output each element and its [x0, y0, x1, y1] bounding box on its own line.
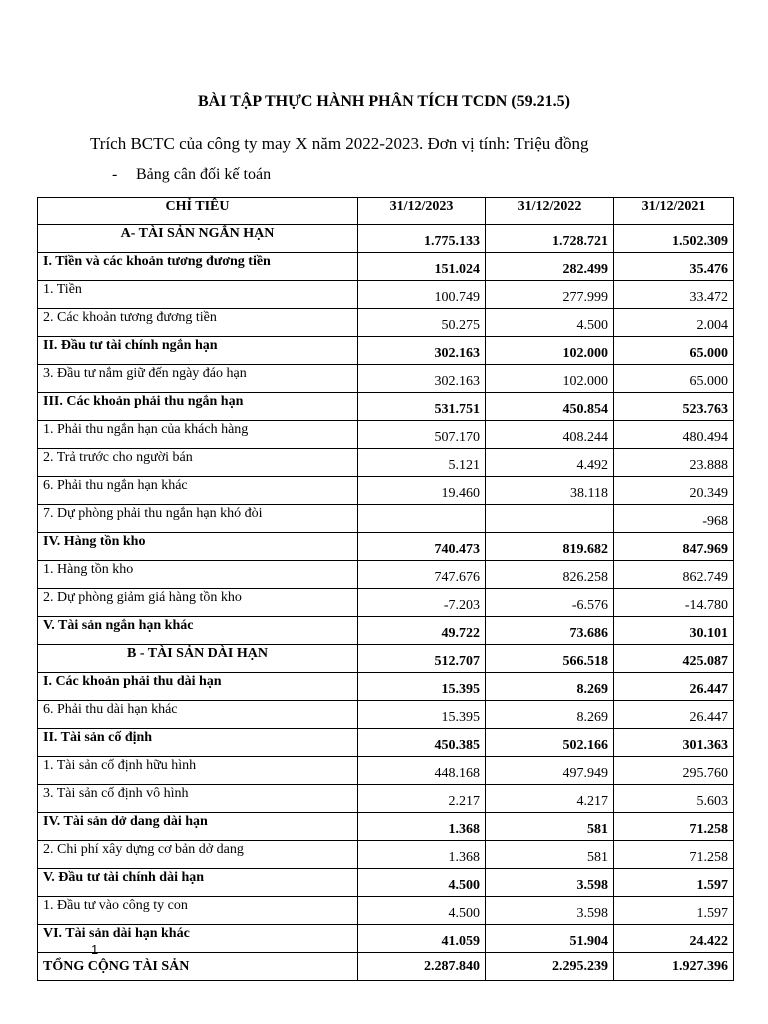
row-label: 1. Đầu tư vào công ty con	[38, 897, 358, 925]
table-row	[38, 393, 734, 421]
header-chi-tieu: CHỈ TIÊU	[38, 198, 358, 225]
cell-2022: 4.492	[486, 449, 614, 477]
cell-2022: 581	[486, 813, 614, 841]
bullet-dash: -	[112, 166, 118, 183]
table-row	[38, 533, 734, 561]
cell-2023: 100.749	[358, 281, 486, 309]
cell-2022: 2.295.239	[486, 953, 614, 981]
table-row	[38, 897, 734, 925]
cell-2023: 302.163	[358, 365, 486, 393]
cell-2021: 1.597	[614, 897, 734, 925]
cell-2022: 4.500	[486, 309, 614, 337]
cell-2022: 102.000	[486, 365, 614, 393]
cell-2021: 65.000	[614, 337, 734, 365]
cell-2022: 38.118	[486, 477, 614, 505]
row-label: IV. Hàng tồn kho	[38, 533, 358, 561]
cell-2023: -7.203	[358, 589, 486, 617]
row-label: 3. Tài sản cố định vô hình	[38, 785, 358, 813]
table-row	[38, 757, 734, 785]
cell-2022: 8.269	[486, 673, 614, 701]
cell-2021: 35.476	[614, 253, 734, 281]
cell-2021: 23.888	[614, 449, 734, 477]
cell-2022: 1.728.721	[486, 225, 614, 253]
table-row	[38, 225, 734, 253]
table-row	[38, 617, 734, 645]
cell-2021: 71.258	[614, 813, 734, 841]
cell-2021: 65.000	[614, 365, 734, 393]
row-label: 1. Phải thu ngắn hạn của khách hàng	[38, 421, 358, 449]
row-label: 1. Hàng tồn kho	[38, 561, 358, 589]
cell-2021: 295.760	[614, 757, 734, 785]
row-label: III. Các khoản phải thu ngắn hạn	[38, 393, 358, 421]
row-label: 2. Chi phí xây dựng cơ bản dở dang	[38, 841, 358, 869]
table-row	[38, 309, 734, 337]
balance-sheet-table	[37, 197, 734, 981]
table-row	[38, 813, 734, 841]
table-row	[38, 701, 734, 729]
row-label: 6. Phải thu dài hạn khác	[38, 701, 358, 729]
cell-2021: 20.349	[614, 477, 734, 505]
document-subtitle: Trích BCTC của công ty may X năm 2022-2023. Đơn vị tính: Triệu đồng	[90, 134, 589, 153]
table-row	[38, 645, 734, 673]
cell-2021: 425.087	[614, 645, 734, 673]
header-2021: 31/12/2021	[614, 198, 734, 225]
cell-2021: 2.004	[614, 309, 734, 337]
row-label: TỔNG CỘNG TÀI SẢN	[38, 953, 358, 981]
row-label: IV. Tài sản dở dang dài hạn	[38, 813, 358, 841]
cell-2021: -14.780	[614, 589, 734, 617]
cell-2023: 1.368	[358, 813, 486, 841]
table-row	[38, 477, 734, 505]
cell-2021: 71.258	[614, 841, 734, 869]
cell-2022: 450.854	[486, 393, 614, 421]
row-label: V. Tài sản ngắn hạn khác	[38, 617, 358, 645]
row-label: VI. Tài sản dài hạn khác	[38, 925, 358, 953]
cell-2023: 15.395	[358, 673, 486, 701]
cell-2023	[358, 505, 486, 533]
row-label: V. Đầu tư tài chính dài hạn	[38, 869, 358, 897]
cell-2021: 523.763	[614, 393, 734, 421]
header-2023: 31/12/2023	[358, 198, 486, 225]
cell-2021: 24.422	[614, 925, 734, 953]
cell-2023: 15.395	[358, 701, 486, 729]
cell-2022: 277.999	[486, 281, 614, 309]
table-row	[38, 729, 734, 757]
cell-2022: 51.904	[486, 925, 614, 953]
cell-2022: 3.598	[486, 869, 614, 897]
cell-2023: 2.287.840	[358, 953, 486, 981]
row-label: I. Tiền và các khoản tương đương tiền	[38, 253, 358, 281]
table-row	[38, 561, 734, 589]
cell-2023: 5.121	[358, 449, 486, 477]
cell-2023: 507.170	[358, 421, 486, 449]
row-label: 2. Dự phòng giảm giá hàng tồn kho	[38, 589, 358, 617]
table-row	[38, 869, 734, 897]
table-row	[38, 785, 734, 813]
row-label: 1. Tiền	[38, 281, 358, 309]
cell-2022: 73.686	[486, 617, 614, 645]
row-label: 1. Tài sản cố định hữu hình	[38, 757, 358, 785]
cell-2022: 102.000	[486, 337, 614, 365]
cell-2022: 4.217	[486, 785, 614, 813]
cell-2022: 282.499	[486, 253, 614, 281]
table-row	[38, 337, 734, 365]
cell-2021: 1.502.309	[614, 225, 734, 253]
cell-2021: 33.472	[614, 281, 734, 309]
cell-2023: 49.722	[358, 617, 486, 645]
cell-2023: 151.024	[358, 253, 486, 281]
cell-2021: 847.969	[614, 533, 734, 561]
cell-2022	[486, 505, 614, 533]
cell-2021: 301.363	[614, 729, 734, 757]
cell-2023: 4.500	[358, 869, 486, 897]
table-row	[38, 841, 734, 869]
cell-2023: 1.368	[358, 841, 486, 869]
cell-2023: 740.473	[358, 533, 486, 561]
cell-2021: 1.597	[614, 869, 734, 897]
row-label: II. Tài sản cố định	[38, 729, 358, 757]
cell-2023: 41.059	[358, 925, 486, 953]
cell-2023: 302.163	[358, 337, 486, 365]
table-row	[38, 253, 734, 281]
table-row	[38, 505, 734, 533]
header-2022: 31/12/2022	[486, 198, 614, 225]
cell-2021: -968	[614, 505, 734, 533]
cell-2023: 1.775.133	[358, 225, 486, 253]
table-row	[38, 449, 734, 477]
row-label: II. Đầu tư tài chính ngắn hạn	[38, 337, 358, 365]
cell-2023: 19.460	[358, 477, 486, 505]
page-number: 1	[91, 942, 99, 957]
cell-2023: 512.707	[358, 645, 486, 673]
cell-2022: 3.598	[486, 897, 614, 925]
section-heading	[112, 166, 271, 184]
row-label: 6. Phải thu ngắn hạn khác	[38, 477, 358, 505]
cell-2023: 50.275	[358, 309, 486, 337]
cell-2021: 26.447	[614, 673, 734, 701]
cell-2022: 826.258	[486, 561, 614, 589]
cell-2022: 581	[486, 841, 614, 869]
row-label: 7. Dự phòng phải thu ngắn hạn khó đòi	[38, 505, 358, 533]
table-header-row	[38, 198, 734, 225]
section-label: Bảng cân đối kế toán	[136, 166, 272, 183]
table-row	[38, 925, 734, 953]
table-body	[38, 225, 734, 981]
cell-2022: 502.166	[486, 729, 614, 757]
table-row	[38, 421, 734, 449]
cell-2022: 497.949	[486, 757, 614, 785]
cell-2022: -6.576	[486, 589, 614, 617]
document-title: BÀI TẬP THỰC HÀNH PHÂN TÍCH TCDN (59.21.5)	[197, 93, 571, 110]
cell-2022: 408.244	[486, 421, 614, 449]
cell-2023: 747.676	[358, 561, 486, 589]
table-row	[38, 953, 734, 981]
table-row	[38, 365, 734, 393]
cell-2023: 531.751	[358, 393, 486, 421]
cell-2021: 5.603	[614, 785, 734, 813]
row-label: B - TÀI SẢN DÀI HẠN	[38, 645, 358, 673]
row-label: A- TÀI SẢN NGẮN HẠN	[38, 225, 358, 253]
cell-2022: 819.682	[486, 533, 614, 561]
cell-2021: 26.447	[614, 701, 734, 729]
table-row	[38, 673, 734, 701]
cell-2023: 448.168	[358, 757, 486, 785]
cell-2022: 566.518	[486, 645, 614, 673]
table-row	[38, 281, 734, 309]
row-label: I. Các khoản phải thu dài hạn	[38, 673, 358, 701]
row-label: 2. Các khoản tương đương tiền	[38, 309, 358, 337]
cell-2023: 2.217	[358, 785, 486, 813]
table-row	[38, 589, 734, 617]
cell-2021: 862.749	[614, 561, 734, 589]
row-label: 2. Trả trước cho người bán	[38, 449, 358, 477]
cell-2021: 30.101	[614, 617, 734, 645]
row-label: 3. Đầu tư nắm giữ đến ngày đáo hạn	[38, 365, 358, 393]
cell-2023: 450.385	[358, 729, 486, 757]
cell-2023: 4.500	[358, 897, 486, 925]
cell-2022: 8.269	[486, 701, 614, 729]
cell-2021: 1.927.396	[614, 953, 734, 981]
cell-2021: 480.494	[614, 421, 734, 449]
